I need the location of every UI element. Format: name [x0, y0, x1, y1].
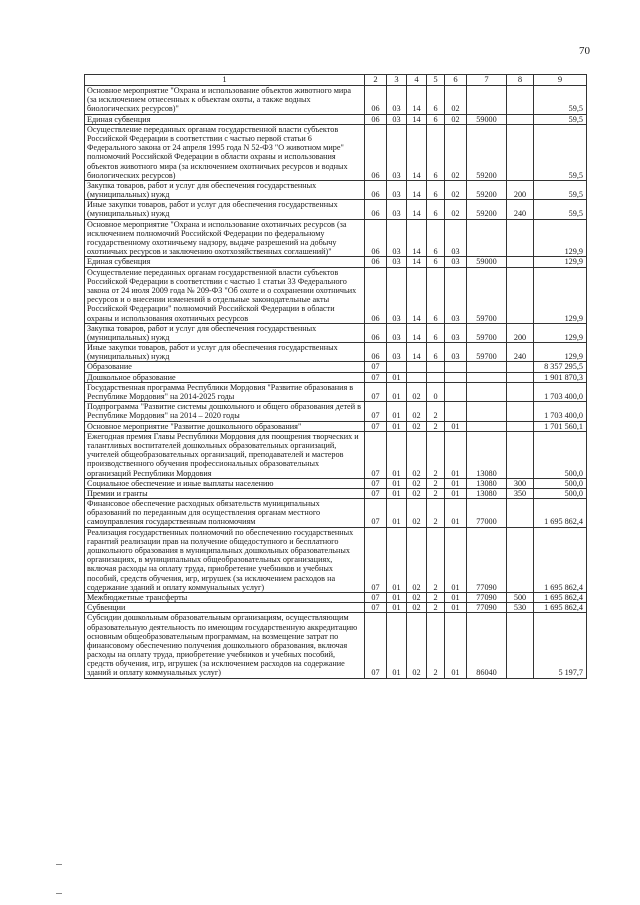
- row-code-2: 07: [365, 362, 387, 372]
- table-row: [85, 431, 587, 478]
- table-row: [85, 180, 587, 199]
- row-code-3: 01: [387, 603, 407, 613]
- row-code-6: [445, 402, 467, 421]
- row-amount: 129,9: [534, 343, 587, 362]
- row-code-6: 01: [445, 431, 467, 478]
- table-row: [85, 114, 587, 124]
- row-code-7: 77090: [467, 527, 507, 592]
- row-code-4: 14: [407, 267, 427, 323]
- row-code-7: [467, 421, 507, 431]
- row-code-6: 02: [445, 180, 467, 199]
- row-code-7: [467, 86, 507, 115]
- row-description: Подпрограмма "Развитие системы дошкольного и общего образования детей в Республике Мордовия" на 2014 – 2020 годы: [85, 402, 365, 421]
- row-description: Иные закупки товаров, работ и услуг для обеспечения государственных (муниципальных) нужд: [85, 200, 365, 219]
- row-code-4: 02: [407, 603, 427, 613]
- row-code-6: 01: [445, 613, 467, 678]
- budget-table: [84, 74, 587, 679]
- row-code-7: [467, 372, 507, 382]
- row-code-8: [507, 382, 534, 401]
- row-code-8: [507, 372, 534, 382]
- row-code-5: 0: [427, 382, 445, 401]
- row-code-3: 01: [387, 527, 407, 592]
- row-code-7: 59200: [467, 180, 507, 199]
- row-description: Государственная программа Республики Мордовия "Развитие образования в Республике Мордовия" на 2014-2025 годы: [85, 382, 365, 401]
- row-code-2: 06: [365, 180, 387, 199]
- row-code-4: 02: [407, 382, 427, 401]
- row-description: Дошкольное образование: [85, 372, 365, 382]
- row-amount: 129,9: [534, 267, 587, 323]
- row-description: Единая субвенция: [85, 114, 365, 124]
- table-row: [85, 372, 587, 382]
- row-code-7: 59700: [467, 267, 507, 323]
- row-amount: 8 357 295,5: [534, 362, 587, 372]
- row-code-3: 03: [387, 114, 407, 124]
- row-code-3: 03: [387, 323, 407, 342]
- table-row: [85, 527, 587, 592]
- row-description: Межбюджетные трансферты: [85, 592, 365, 602]
- row-code-8: [507, 219, 534, 257]
- row-description: Социальное обеспечение и иные выплаты населению: [85, 478, 365, 488]
- row-code-8: 500: [507, 592, 534, 602]
- row-code-5: 6: [427, 343, 445, 362]
- row-code-2: 07: [365, 382, 387, 401]
- row-code-3: 03: [387, 180, 407, 199]
- row-code-6: [445, 372, 467, 382]
- table-row: [85, 478, 587, 488]
- row-code-5: 6: [427, 219, 445, 257]
- row-code-8: [507, 421, 534, 431]
- row-code-5: 2: [427, 478, 445, 488]
- column-header: 6: [445, 75, 467, 86]
- row-amount: 1 701 560,1: [534, 421, 587, 431]
- row-code-3: 01: [387, 499, 407, 528]
- row-code-6: 03: [445, 219, 467, 257]
- row-code-5: [427, 362, 445, 372]
- row-code-5: 2: [427, 421, 445, 431]
- row-description: Субвенции: [85, 603, 365, 613]
- column-header: 7: [467, 75, 507, 86]
- row-code-5: [427, 372, 445, 382]
- column-header: 9: [534, 75, 587, 86]
- row-code-5: 2: [427, 613, 445, 678]
- row-code-6: [445, 382, 467, 401]
- row-code-8: [507, 402, 534, 421]
- row-code-6: 01: [445, 488, 467, 498]
- row-description: Единая субвенция: [85, 257, 365, 267]
- row-code-2: 07: [365, 421, 387, 431]
- row-code-5: 6: [427, 86, 445, 115]
- row-code-4: 14: [407, 200, 427, 219]
- row-code-7: 86040: [467, 613, 507, 678]
- row-amount: 500,0: [534, 488, 587, 498]
- row-code-3: 03: [387, 257, 407, 267]
- row-code-8: 240: [507, 343, 534, 362]
- row-code-4: 02: [407, 431, 427, 478]
- row-description: Ежегодная премия Главы Республики Мордовия для поощрения творческих и талантливых воспитателей дошкольных образовательных организаций, учителей общеобразовательных организаций, преподавателей и мастеров производственного обучения профессиональных образовательных организаций Республики Мордовия: [85, 431, 365, 478]
- row-code-3: 03: [387, 200, 407, 219]
- row-code-6: 03: [445, 343, 467, 362]
- table-row: [85, 323, 587, 342]
- row-code-8: [507, 527, 534, 592]
- row-code-6: 02: [445, 200, 467, 219]
- row-code-3: 01: [387, 488, 407, 498]
- column-header: 2: [365, 75, 387, 86]
- row-amount: 1 695 862,4: [534, 603, 587, 613]
- row-code-6: 01: [445, 592, 467, 602]
- row-code-4: 14: [407, 257, 427, 267]
- row-description: Осуществление переданных органам государственной власти субъектов Российской Федерации в соответствии с частью 1 статьи 33 Федерального закона от 24 июля 2009 года № 209-ФЗ "Об охоте и о сохранении охотничьих ресурсов и о внесении изменений в отдельные законодательные акты Российской Федерации" полномочий Российской Федерации в области охраны и использования охотничьих ресурсов: [85, 267, 365, 323]
- table-row: [85, 200, 587, 219]
- row-code-5: 2: [427, 488, 445, 498]
- row-code-4: 14: [407, 114, 427, 124]
- row-code-3: 03: [387, 343, 407, 362]
- row-code-8: 200: [507, 180, 534, 199]
- row-description: Образование: [85, 362, 365, 372]
- row-code-5: 6: [427, 267, 445, 323]
- row-code-4: 02: [407, 592, 427, 602]
- margin-mark: [56, 864, 62, 865]
- row-code-5: 6: [427, 257, 445, 267]
- row-code-6: 02: [445, 114, 467, 124]
- row-code-8: [507, 431, 534, 478]
- row-code-3: 01: [387, 592, 407, 602]
- row-amount: 1 703 400,0: [534, 402, 587, 421]
- row-amount: 500,0: [534, 431, 587, 478]
- table-row: [85, 488, 587, 498]
- table-row: [85, 267, 587, 323]
- row-code-3: [387, 362, 407, 372]
- row-code-7: [467, 362, 507, 372]
- row-code-4: 02: [407, 527, 427, 592]
- row-code-6: 01: [445, 527, 467, 592]
- column-header: 3: [387, 75, 407, 86]
- page-number: 70: [579, 45, 590, 57]
- row-description: Иные закупки товаров, работ и услуг для обеспечения государственных (муниципальных) нужд: [85, 343, 365, 362]
- row-code-6: 01: [445, 478, 467, 488]
- table-row: [85, 124, 587, 180]
- row-code-2: 07: [365, 613, 387, 678]
- row-code-8: [507, 124, 534, 180]
- row-code-2: 06: [365, 257, 387, 267]
- table-row: [85, 603, 587, 613]
- row-code-7: 59000: [467, 257, 507, 267]
- row-code-4: 14: [407, 86, 427, 115]
- table-row: [85, 402, 587, 421]
- column-header: 5: [427, 75, 445, 86]
- row-amount: 59,5: [534, 114, 587, 124]
- row-code-4: 02: [407, 613, 427, 678]
- row-description: Осуществление переданных органам государственной власти субъектов Российской Федерации в соответствии с частью первой статьи 6 Федерального закона от 24 апреля 1995 года N 52-ФЗ "О животном мире" полномочий Российской Федерации в области охраны и использования объектов животного мира (за исключением охотничьих ресурсов и водных биологических ресурсов): [85, 124, 365, 180]
- row-code-3: 01: [387, 382, 407, 401]
- row-amount: 1 695 862,4: [534, 592, 587, 602]
- row-code-2: 07: [365, 592, 387, 602]
- row-amount: 1 703 400,0: [534, 382, 587, 401]
- row-code-3: 01: [387, 421, 407, 431]
- row-code-8: [507, 257, 534, 267]
- row-code-6: [445, 362, 467, 372]
- row-amount: 5 197,7: [534, 613, 587, 678]
- row-code-3: 01: [387, 431, 407, 478]
- row-description: Основное мероприятие "Развитие дошкольного образования": [85, 421, 365, 431]
- row-code-4: 14: [407, 323, 427, 342]
- row-code-4: 02: [407, 488, 427, 498]
- table-row: [85, 362, 587, 372]
- row-code-2: 07: [365, 603, 387, 613]
- row-code-8: 240: [507, 200, 534, 219]
- row-code-4: [407, 372, 427, 382]
- row-code-6: 01: [445, 499, 467, 528]
- column-header: 4: [407, 75, 427, 86]
- row-amount: 129,9: [534, 323, 587, 342]
- row-code-6: 03: [445, 257, 467, 267]
- row-code-5: 2: [427, 431, 445, 478]
- row-code-6: 01: [445, 603, 467, 613]
- row-code-5: 2: [427, 592, 445, 602]
- row-code-6: 02: [445, 124, 467, 180]
- row-code-8: [507, 267, 534, 323]
- row-code-4: 02: [407, 499, 427, 528]
- row-code-7: 77090: [467, 592, 507, 602]
- row-code-7: 13080: [467, 431, 507, 478]
- row-code-8: [507, 86, 534, 115]
- row-code-7: [467, 402, 507, 421]
- table-row: [85, 421, 587, 431]
- row-code-3: 01: [387, 478, 407, 488]
- row-code-8: 350: [507, 488, 534, 498]
- row-code-4: 02: [407, 421, 427, 431]
- row-description: Премии и гранты: [85, 488, 365, 498]
- row-code-2: 06: [365, 343, 387, 362]
- row-code-2: 07: [365, 478, 387, 488]
- row-amount: 1 695 862,4: [534, 499, 587, 528]
- row-code-8: [507, 362, 534, 372]
- table-row: [85, 219, 587, 257]
- row-code-8: [507, 114, 534, 124]
- row-amount: 59,5: [534, 180, 587, 199]
- row-code-6: 03: [445, 267, 467, 323]
- row-code-7: 59000: [467, 114, 507, 124]
- row-code-7: 13080: [467, 488, 507, 498]
- row-code-5: 6: [427, 180, 445, 199]
- margin-mark: [56, 893, 62, 894]
- table-row: [85, 343, 587, 362]
- row-code-2: 06: [365, 124, 387, 180]
- row-code-8: 530: [507, 603, 534, 613]
- row-code-4: 14: [407, 219, 427, 257]
- row-code-2: 06: [365, 323, 387, 342]
- row-code-2: 07: [365, 527, 387, 592]
- row-code-2: 06: [365, 114, 387, 124]
- table-row: [85, 613, 587, 678]
- row-code-7: 59700: [467, 323, 507, 342]
- row-code-5: 2: [427, 499, 445, 528]
- table-row: [85, 86, 587, 115]
- row-code-2: 07: [365, 372, 387, 382]
- row-code-4: 02: [407, 478, 427, 488]
- row-code-7: 77090: [467, 603, 507, 613]
- row-code-4: 14: [407, 180, 427, 199]
- row-code-3: 03: [387, 86, 407, 115]
- row-code-2: 07: [365, 499, 387, 528]
- row-amount: 129,9: [534, 219, 587, 257]
- row-code-2: 07: [365, 488, 387, 498]
- row-code-3: 03: [387, 267, 407, 323]
- row-description: Основное мероприятие "Охрана и использование охотничьих ресурсов (за исключением полномочий Российской Федерации по федеральному государственному охотничьему надзору, выдаче разрешений на добычу охотничьих ресурсов и заключению охотхозяйственных соглашений)": [85, 219, 365, 257]
- table-header-row: [85, 75, 587, 86]
- column-header: 1: [85, 75, 365, 86]
- row-code-5: 6: [427, 200, 445, 219]
- row-code-2: 06: [365, 86, 387, 115]
- row-amount: 500,0: [534, 478, 587, 488]
- row-amount: 59,5: [534, 86, 587, 115]
- row-code-5: 6: [427, 323, 445, 342]
- row-code-4: 14: [407, 343, 427, 362]
- row-code-4: 02: [407, 402, 427, 421]
- table-row: [85, 592, 587, 602]
- row-amount: 1 901 870,3: [534, 372, 587, 382]
- row-code-3: 01: [387, 372, 407, 382]
- row-code-4: 14: [407, 124, 427, 180]
- row-code-3: 01: [387, 613, 407, 678]
- row-code-5: 2: [427, 527, 445, 592]
- row-code-7: 13080: [467, 478, 507, 488]
- row-code-2: 06: [365, 219, 387, 257]
- row-code-7: [467, 382, 507, 401]
- row-code-6: 01: [445, 421, 467, 431]
- row-description: Реализация государственных полномочий по обеспечению государственных гарантий реализации прав на получение общедоступного и бесплатного дошкольного образования в муниципальных дошкольных образовательных организациях, в муниципальных общеобразовательных организациях, включая расходы на оплату труда, приобретение учебников и учебных пособий, средств обучения, игр, игрушек (за исключением расходов на содержание зданий и оплату коммунальных услуг): [85, 527, 365, 592]
- row-code-8: 200: [507, 323, 534, 342]
- row-code-2: 07: [365, 402, 387, 421]
- row-description: Субсидии дошкольным образовательным организациям, осуществляющим образовательную деятельность по имеющим государственную аккредитацию основным общеобразовательным программам, на возмещение затрат по финансовому обеспечению получения дошкольного образования, включая расходы на оплату труда, приобретение учебников и учебных пособий, средств обучения, игр, игрушек (за исключением расходов на содержание зданий и оплату коммунальных услуг): [85, 613, 365, 678]
- column-header: 8: [507, 75, 534, 86]
- row-code-2: 06: [365, 267, 387, 323]
- row-code-2: 06: [365, 200, 387, 219]
- row-amount: 1 695 862,4: [534, 527, 587, 592]
- row-code-3: 01: [387, 402, 407, 421]
- table-row: [85, 382, 587, 401]
- row-amount: 59,5: [534, 200, 587, 219]
- row-amount: 129,9: [534, 257, 587, 267]
- row-code-7: 59700: [467, 343, 507, 362]
- row-code-8: 300: [507, 478, 534, 488]
- row-code-2: 07: [365, 431, 387, 478]
- row-code-6: 02: [445, 86, 467, 115]
- row-code-5: 6: [427, 124, 445, 180]
- row-code-7: 77000: [467, 499, 507, 528]
- row-description: Закупка товаров, работ и услуг для обеспечения государственных (муниципальных) нужд: [85, 180, 365, 199]
- row-code-5: 2: [427, 402, 445, 421]
- row-code-7: 59200: [467, 124, 507, 180]
- row-code-8: [507, 613, 534, 678]
- row-code-7: [467, 219, 507, 257]
- row-description: Финансовое обеспечение расходных обязательств муниципальных образований по переданным для осуществления органам местного самоуправления государственным полномочиям: [85, 499, 365, 528]
- row-code-4: [407, 362, 427, 372]
- table-row: [85, 257, 587, 267]
- row-description: Основное мероприятие "Охрана и использование объектов животного мира (за исключением отнесенных к объектам охоты, а также водных биологических ресурсов)": [85, 86, 365, 115]
- row-code-3: 03: [387, 124, 407, 180]
- row-code-7: 59200: [467, 200, 507, 219]
- row-code-5: 2: [427, 603, 445, 613]
- row-code-5: 6: [427, 114, 445, 124]
- row-code-8: [507, 499, 534, 528]
- row-amount: 59,5: [534, 124, 587, 180]
- row-description: Закупка товаров, работ и услуг для обеспечения государственных (муниципальных) нужд: [85, 323, 365, 342]
- table-row: [85, 499, 587, 528]
- row-code-6: 03: [445, 323, 467, 342]
- row-code-3: 03: [387, 219, 407, 257]
